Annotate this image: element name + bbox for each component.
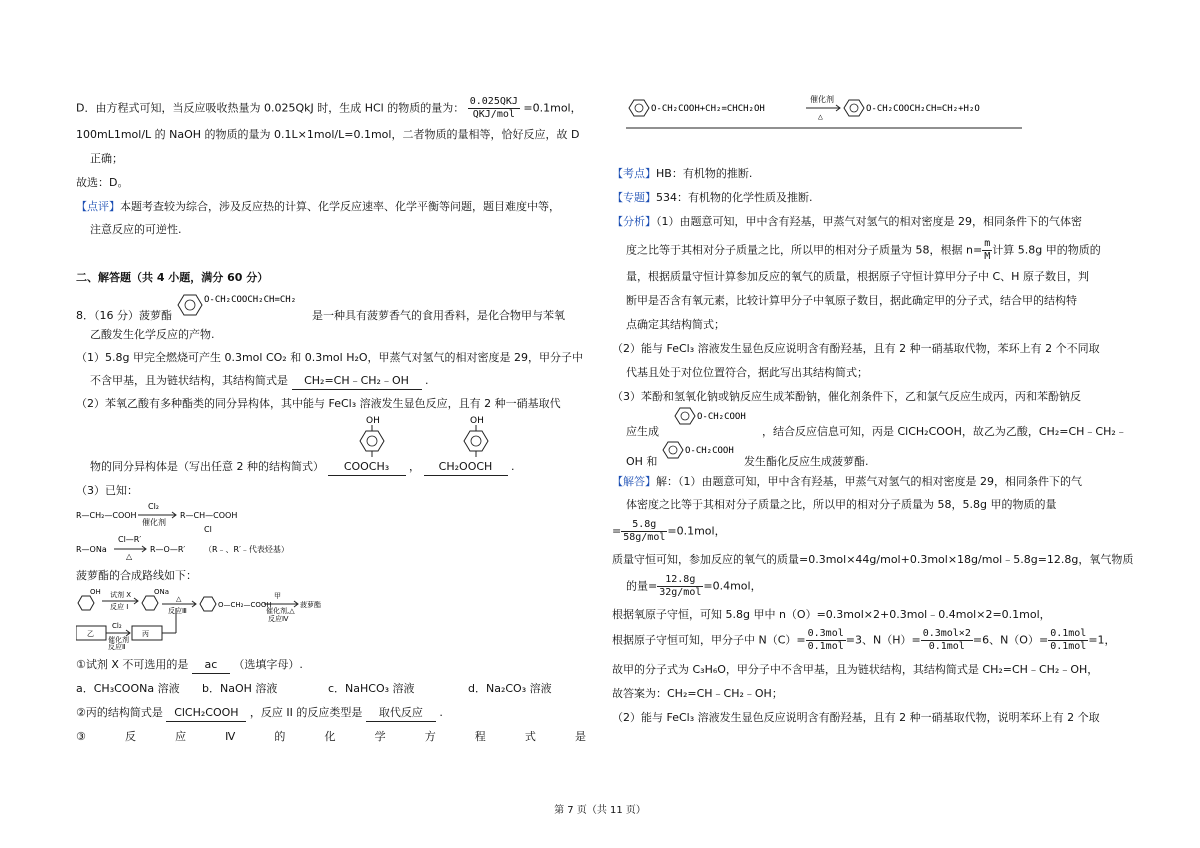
q2-line-1: （2）苯氧乙酸有多种酯类的同分异构体，其中能与 FeCl₃ 溶液发生显色反应，且有 2 种一硝基取代 <box>76 397 561 410</box>
option-d-result: =0.1mol， <box>523 101 582 115</box>
sub2-period: . <box>439 706 443 719</box>
esterification-equation <box>626 92 1026 132</box>
sub3-char: 的 <box>274 730 286 743</box>
analysis-line-8: （3）苯酚和氢氧化钠或钠反应生成苯酚钠，催化剂条件下，乙和氯气反应生成丙，丙和苯酚钠反 <box>612 390 1081 403</box>
page-footer: 第 7 页（共 11 页） <box>554 805 646 816</box>
route-reagent-x: 试剂 X <box>110 591 132 599</box>
sub3-char: 程 <box>474 730 486 743</box>
solution-line-10: （2）能与 FeCl₃ 溶液发生显色反应说明含有酚羟基，且有 2 种一硝基取代物，说明苯环上有 2 个取 <box>612 711 1100 724</box>
route-reaction-2: 反应Ⅱ <box>108 643 126 650</box>
fraction-no: $\frac{\text{0.1mol}}{\text{0.1mol}}$ <box>1050 628 1087 652</box>
kaodian-tag: 【考点】 <box>612 167 656 180</box>
sub3-char: 学 <box>374 730 386 743</box>
solution-7d: =1， <box>1088 633 1116 647</box>
solution-line-6: 根据氧原子守恒，可知 5.8g 甲中 n（O）=0.3mol×2+0.3mol﹣0.4mol×2=0.1mol， <box>612 608 1051 621</box>
analysis-line-7: 代基且处于对位位置符合，据此写出其结构简式； <box>626 366 868 379</box>
q1-line-2 <box>90 373 429 390</box>
fraction-nh: $\frac{\text{0.3mol×2}}{\text{0.1mol}}$ <box>922 628 971 652</box>
route-ona: ONa <box>154 588 170 596</box>
zhuanti-line <box>612 190 813 206</box>
sub2-answer: ClCH₂COOH <box>166 705 246 722</box>
sub3-char: 是 <box>574 730 586 743</box>
known-reactions <box>76 500 376 560</box>
solution-7c: =6、N（O）= <box>972 633 1049 647</box>
sub3-char: 式 <box>524 730 536 743</box>
sub2-mid: ，反应 II 的反应类型是 <box>249 706 363 719</box>
eq-heat: △ <box>818 112 823 121</box>
q2-comma: ， <box>409 460 420 473</box>
route-phenol-oh: OH <box>90 588 101 596</box>
q2-line-2 <box>90 459 515 476</box>
r1-reagent: Cl₂ <box>148 502 160 511</box>
sub2-line <box>76 705 443 722</box>
phenoxyacetic-formula-1: O-CH₂COOH <box>697 412 746 422</box>
analysis-line-10: OH 和 <box>626 455 658 468</box>
r2-reactant: R—ONa <box>76 545 107 554</box>
pineapple-ester-formula: O-CH₂COOCH₂CH=CH₂ <box>204 295 297 305</box>
solution-line-8: 故甲的分子式为 C₃H₆O，甲分子中不含甲基，且为链状结构，其结构简式是 CH₂=CH﹣CH₂﹣OH， <box>612 663 1099 676</box>
solution-tag: 【解答】 <box>612 475 656 488</box>
route-jia: 甲 <box>274 592 281 600</box>
q2-prompt: 物的同分异构体是（写出任意 2 种的结构简式） <box>90 460 324 473</box>
sub3-line <box>76 729 586 745</box>
sub1-prompt: ①试剂 X 不可选用的是 <box>76 658 189 671</box>
option-d-line <box>76 96 582 121</box>
r1-reactant: R—CH₂—COOH <box>76 511 137 520</box>
solution-line-9: 故答案为：CH₂=CH﹣CH₂﹣OH； <box>612 687 783 700</box>
solution-5-end: =0.4mol， <box>703 579 762 593</box>
sub3-char: 方 <box>424 730 436 743</box>
isomer-2-oh: OH <box>470 416 484 426</box>
q1-answer: CH₂=CH﹣CH₂﹣OH <box>292 373 422 390</box>
analysis-line-2 <box>626 238 1101 263</box>
route-reaction-1: 反应 I <box>110 603 129 611</box>
analysis-line-3: 量，根据质量守恒计算参加反应的氧气的质量，根据原子守恒计算甲分子中 C、H 原子数目，判 <box>626 270 1089 283</box>
r2-heat: △ <box>126 552 133 560</box>
route-cl2: Cl₂ <box>112 622 122 630</box>
q2-period: . <box>511 460 515 473</box>
section-title: 二、解答题（共 4 小题，满分 60 分） <box>76 271 269 284</box>
option-d: d．Na₂CO₃ 溶液 <box>468 682 552 695</box>
option-d-line-3: 正确； <box>90 152 123 165</box>
r1-product: R—CH—COOH <box>180 511 238 520</box>
route-title: 菠萝酯的合成路线如下： <box>76 569 197 582</box>
fraction-nc: $\frac{\text{0.3mol}}{\text{0.1mol}}$ <box>807 628 844 652</box>
analysis-text: （1）由题意可知，甲中含有羟基，甲蒸气对氢气的相对密度是 29，相同条件下的气体密 <box>656 215 1082 228</box>
analysis-line-1 <box>612 214 1082 230</box>
review-tag: 【点评】 <box>76 200 120 213</box>
review-line-2: 注意反应的可逆性. <box>90 223 182 236</box>
q1-line-1: （1）5.8g 甲完全燃烧可产生 0.3mol CO₂ 和 0.3mol H₂O，甲蒸气对氢气的相对密度是 29，甲分子中 <box>76 351 584 364</box>
solution-5a: 的量= <box>626 579 658 593</box>
q8-intro: 8．（16 分）菠萝酯 <box>76 309 172 322</box>
solution-3-end: =0.1mol， <box>667 524 726 538</box>
analysis-line-9b: ，结合反应信息可知，丙是 ClCH₂COOH，故乙为乙酸，CH₂=CH﹣CH₂﹣ <box>762 425 1127 438</box>
solution-equals: = <box>612 524 622 538</box>
sub2-prompt: ②丙的结构简式是 <box>76 706 163 719</box>
r1-chlorine: Cl <box>204 525 212 534</box>
route-catalyst: 催化剂,△ <box>266 607 295 615</box>
solution-line-7 <box>612 628 1116 653</box>
fraction-moles: $\frac{5.8g}{\text{58g/mol}}$ <box>623 519 666 543</box>
q2-answer-2: CH₂OOCH <box>424 459 508 476</box>
route-reaction-4: 反应Ⅳ <box>268 615 289 623</box>
answer-choice: 故选：D。 <box>76 176 129 189</box>
solution-7a: 根据原子守恒可知，甲分子中 N（C）= <box>612 633 806 647</box>
sub3-char: 应 <box>175 730 187 743</box>
route-bing: 丙 <box>142 630 149 638</box>
solution-7b: =3、N（H）= <box>845 633 921 647</box>
solution-text: 解：（1）由题意可知，甲中含有羟基，甲蒸气对氢气的相对密度是 29，相同条件下的气 <box>656 475 1082 488</box>
analysis-line-4: 断甲是否含有氧元素，比较计算甲分子中氧原子数目，据此确定甲的分子式，结合甲的结构特 <box>626 294 1077 307</box>
analysis-line-6: （2）能与 FeCl₃ 溶液发生显色反应说明含有酚羟基，且有 2 种一硝基取代物，苯环上有 2 个不同取 <box>612 342 1100 355</box>
sub3-char: Ⅳ <box>225 730 236 743</box>
fraction-oxygen: $\frac{12.8g}{\text{32g/mol}}$ <box>659 574 702 598</box>
q8-line-1 <box>76 308 172 324</box>
r2-product: R—O—R′ <box>150 545 186 554</box>
option-d-line-2: 100mL1mol/L 的 NaOH 的物质的量为 0.1L×1mol/L=0.1mol，二者物质的量相等，恰好反应，故 D <box>76 128 580 141</box>
q8-line-1b: 是一种具有菠萝香气的食用香料，是化合物甲与苯氧 <box>312 309 565 322</box>
sub2-answer-2: 取代反应 <box>366 705 436 722</box>
r1-catalyst: 催化剂 <box>142 518 166 527</box>
sub1-suffix: （选填字母）. <box>233 658 303 671</box>
synthesis-route <box>76 586 336 650</box>
solution-line-2: 体密度之比等于其相对分子质量之比，所以甲的相对分子质量为 58，5.8g 甲的物质的量 <box>626 498 1057 511</box>
kaodian-text: HB：有机物的推断. <box>656 167 753 180</box>
phenoxyacetic-formula-2: O-CH₂COOH <box>685 446 734 456</box>
option-d-text: D．由方程式可知，当反应吸收热量为 0.025QkJ 时，生成 HCl 的物质的量为： <box>76 101 465 115</box>
fraction-hcl: $\frac{\text{0.025QKJ}}{\text{QKJ/mol}}$ <box>469 96 518 120</box>
fraction-m-over-m: $\frac{m}{M}$ <box>984 238 991 262</box>
route-heat: △ <box>176 595 182 603</box>
analysis-2a: 度之比等于其相对分子质量之比，所以甲的相对分子质量为 58，根据 n= <box>626 243 983 257</box>
review-line-1 <box>76 199 560 215</box>
route-product: 菠萝酯 <box>300 601 321 609</box>
route-reaction-3: 反应Ⅲ <box>168 607 187 615</box>
analysis-line-5: 点确定其结构简式； <box>626 318 725 331</box>
r2-note: （R﹣、R′﹣代表烃基） <box>204 545 289 554</box>
analysis-line-10b: 发生酯化反应生成菠萝酯. <box>744 455 869 468</box>
route-intermediate: O—CH₂—COOH <box>218 601 272 609</box>
review-text: 本题考查较为综合，涉及反应热的计算、化学反应速率、化学平衡等问题，题目难度中等， <box>120 200 560 213</box>
sub3-char: 反 <box>124 730 136 743</box>
eq-catalyst: 催化剂 <box>810 95 834 104</box>
solution-line-5 <box>626 574 762 599</box>
option-b: b．NaOH 溶液 <box>202 682 278 695</box>
isomer-1-oh: OH <box>366 416 380 426</box>
kaodian-line <box>612 166 752 182</box>
q8-line-2: 乙酸发生化学反应的产物. <box>90 328 215 341</box>
sub3-char: ③ <box>76 730 86 743</box>
pineapple-ester-structure <box>172 289 322 321</box>
q3-line: （3）已知： <box>76 484 138 497</box>
eq-reactants: O-CH₂COOH+CH₂=CHCH₂OH <box>651 104 765 114</box>
q2-answer-1: COOCH₃ <box>328 459 406 476</box>
solution-line-1 <box>612 474 1082 490</box>
zhuanti-tag: 【专题】 <box>612 191 656 204</box>
analysis-tag: 【分析】 <box>612 215 656 228</box>
analysis-9a: 应生成 <box>626 425 659 438</box>
sub3-char: 化 <box>324 730 336 743</box>
analysis-line-9 <box>626 424 659 440</box>
eq-products: O-CH₂COOCH₂CH=CH₂+H₂O <box>866 104 980 114</box>
option-a: a．CH₃COONa 溶液 <box>76 682 180 695</box>
solution-line-4: 质量守恒可知，参加反应的氧气的质量=0.3mol×44g/mol+0.3mol×18g/mol﹣5.8g=12.8g，氧气物质 <box>612 553 1134 566</box>
sub1-answer: ac <box>192 657 230 674</box>
analysis-2b: 计算 5.8g 甲的物质的 <box>992 243 1101 257</box>
zhuanti-text: 534：有机物的化学性质及推断. <box>656 191 813 204</box>
route-yi: 乙 <box>87 630 94 638</box>
q1-prompt: 不含甲基，且为链状结构，其结构简式是 <box>90 374 288 387</box>
sub1-line <box>76 657 303 674</box>
r2-reagent: Cl—R′ <box>118 535 142 544</box>
option-c: c．NaHCO₃ 溶液 <box>328 682 415 695</box>
solution-line-3 <box>612 519 726 544</box>
route-catalyst-2: 催化剂 <box>108 636 129 644</box>
q1-period: . <box>425 374 429 387</box>
